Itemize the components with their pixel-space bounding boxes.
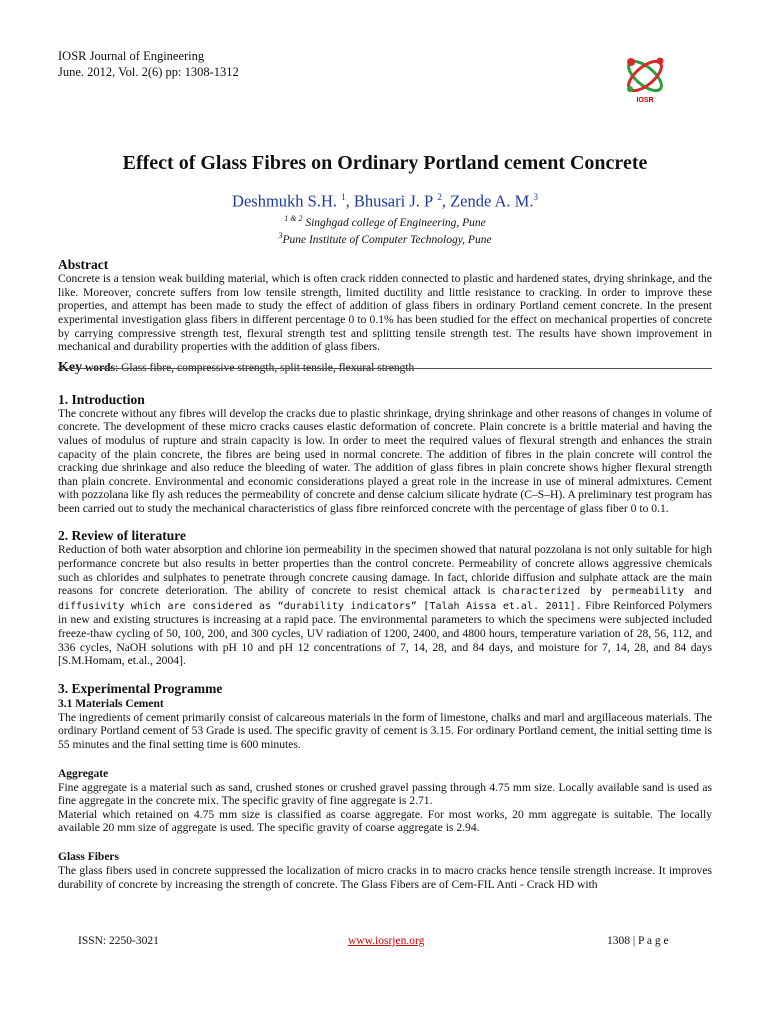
paper-title: Effect of Glass Fibres on Ordinary Portland cement Concrete [122,152,648,174]
materials-cement-heading: 3.1 Materials Cement [58,697,164,710]
experimental-heading: 3. Experimental Programme [58,680,223,696]
review-heading: 2. Review of literature [58,528,186,544]
glass-fibers-heading: Glass Fibers [58,850,120,863]
keywords-label-key: Key [58,359,83,375]
author-list [58,187,712,212]
section-review [58,528,712,667]
affiliation-2 [58,229,712,247]
review-text-citation: characterized by permeability and diffusivity which are considered as “durability indicators” [Talah Aissa et.al. 2011]. [58,586,712,612]
author-2-sup: 2 [437,192,442,202]
aggregate-text-coarse: Material which retained on 4.75 mm size is classified as coarse aggregate. For most works, 20 mm aggregate is suitable. The locally available 20 mm size of aggregate is used. The specific gravity of coarse aggregate is 2.94. [58,807,712,835]
keywords-divider [58,368,712,369]
keywords-label-words: words [82,361,116,374]
logo-text: IOSR [636,97,654,104]
materials-cement-text: The ingredients of cement primarily consist of calcareous materials in the form of limestone, chalks and marl and argillaceous materials. The ordinary Portland cement of 53 Grade is used. The specific gravity of cement is 3.15. For ordinary Portland cement, the initial setting time is 55 minutes and the final setting time is 600 minutes. [58,710,712,751]
footer-issn: ISSN: 2250-3021 [78,935,159,947]
affiliation-2-sup: 3 [278,231,283,241]
affiliation-2-text: Pune Institute of Computer Technology, Pune [282,234,492,247]
introduction-heading: 1. Introduction [58,391,145,407]
journal-name: IOSR Journal of Engineering [58,49,205,63]
author-3: , Zende A. M. [441,191,534,211]
aggregate-heading: Aggregate [58,767,109,780]
affiliation-1-text: Singhgad college of Engineering, Pune [302,216,486,229]
footer-website-link[interactable]: www.iosrjen.org [348,935,425,947]
author-1: Deshmukh S.H. [232,191,337,211]
glass-fibers-text: The glass fibers used in concrete suppressed the localization of micro cracks in to macro cracks hence tensile strength increase. It improves durability of concrete by increasing the strength of concrete. The Glass Fibers are of Cem-FIL Anti - Crack HD with [58,863,712,891]
affiliation-1-sup: 1 & 2 [284,213,303,223]
journal-issue: June. 2012, Vol. 2(6) pp: 1308-1312 [58,65,239,79]
review-text-c: Fibre Reinforced Polymers in new and existing structures is increasing at a rapid pace. The environmental parameters to which the specimens were subjected included freeze-thaw cycling of 50, 100, 200, and 300 cycles, UV radiation of 1200, 2400, and 4800 hours, temperature variation of 28, 56, 112, and 336 cycles, NaOH solutions with pH 10 and pH 12 concentrations of 7, 14, 28, and 84 days, and moisture for 7, 14, 28, and 84 days [S.M.Homam, et.al., 2004]. [58,598,712,668]
author-1-sup: 1 [341,192,346,202]
review-text-a: Reduction of both water absorption and chlorine ion permeability in the specimen showed that natural pozzolana is not only suitable for high performance concrete but also results in better properties than the control concrete. Permeability of concrete allows aggressive chemicals such as chlorides and sulphates to penetrate through concrete causing damage. In fact, chloride diffusion and sulphate attack are the main reasons for concrete deterioration. The ability of concrete to resist chemical attack is [58,543,712,598]
footer-page-number: 1308 | P a g e [607,935,669,947]
section-introduction [58,392,712,516]
paper-page [58,48,712,891]
review-text [58,543,712,667]
aggregate-text-fine: Fine aggregate is a material such as sand, crushed stones or crushed gravel passing through 4.75 mm size. Locally available sand is used as fine aggregate in the concrete mix. The specific gravity of fine aggregate is 2.71. [58,780,712,808]
affiliation-1 [58,212,712,230]
abstract-heading: Abstract [58,257,109,273]
section-experimental [58,681,712,891]
author-3-sup: 3 [533,192,538,202]
journal-header [58,48,712,80]
abstract-text: Concrete is a tension weak building material, which is often crack ridden connected to plastic and hardened states, drying shrinkage, and the like. Moreover, concrete suffers from low tensile strength, limited ductility and little resistance to cracking. In order to improve these properties, and attempt has been made to study the effect of addition of glass fibers in ordinary Portland cement concrete. In the present experimental investigation glass fibers in different percentage 0 to 0.1% has been studied for the effect on mechanical properties of concrete by carrying compressive strength test, flexural strength test and splitting tensile strength test. The results have shown improvement in mechanical and durability properties with the addition of glass fibers. [58,272,712,354]
author-2: , Bhusari J. P [345,191,434,211]
introduction-text: The concrete without any fibres will develop the cracks due to plastic shrinkage, drying shrinkage and other reasons of changes in volume of concrete. The development of these micro cracks causes elastic deformation of concrete. Plain concrete is a brittle material and having the values of modulus of rupture and strain capacity is low. In order to meet the required values of flexural strength and enhances the strain capacity of the plain concrete, the fibres are being used in normal concrete. The addition of fibres in the plain concrete will control the cracking due shrinkage and also reduce the bleeding of water. The addition of glass fibres in plain concrete shows higher flexural strength than plain concrete. Environmental and economic considerations played a great role in the increase in use of mineral admixtures. Cement with pozzolana like fly ash reduces the permeability of concrete and dense calcium silicate hydrate (C–S–H). A preliminary test program has been carried out to study the mechanical characteristics of glass fibre reinforced concrete with the percentage of glass fiber 0 to 0.1. [58,406,712,515]
keywords-text: : Glass fibre, compressive strength, split tensile, flexural strength [115,361,415,374]
